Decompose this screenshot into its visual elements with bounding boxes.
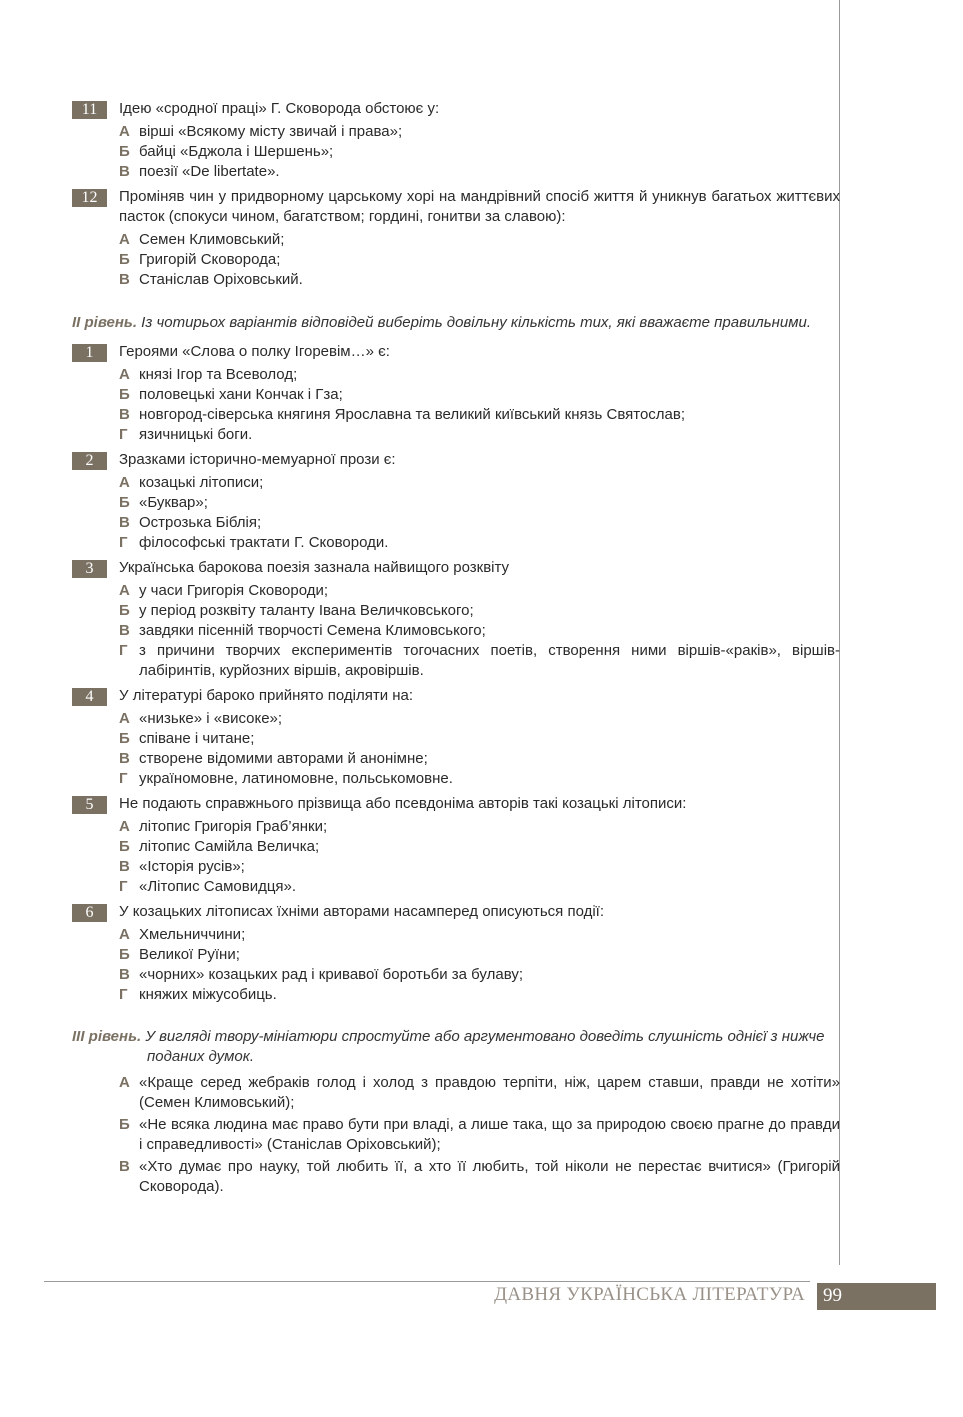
- answer-option: [119, 425, 840, 445]
- option-letter: В: [119, 966, 130, 983]
- question-block: [72, 686, 840, 789]
- answer-option: [119, 749, 840, 769]
- answer-option: [119, 965, 840, 985]
- answer-option: [119, 817, 840, 837]
- option-text: Великої Руїни;: [139, 946, 240, 963]
- question-block: [72, 99, 840, 182]
- level3-label: ІІІ рівень.: [72, 1028, 142, 1045]
- option-text: співане і читане;: [139, 730, 255, 747]
- option-text: україномовне, латиномовне, польськомовне.: [139, 770, 453, 787]
- question: [72, 187, 840, 227]
- answer-option: [119, 122, 840, 142]
- option-letter: А: [119, 926, 130, 943]
- question-text: Ідею «сродної праці» Г. Сковорода обстоює у:: [119, 100, 440, 117]
- question-block: [72, 558, 840, 681]
- option-letter: Б: [119, 1116, 130, 1133]
- option-letter: В: [119, 858, 130, 875]
- option-text: вірші «Всякому місту звичай і права»;: [139, 123, 403, 140]
- option-text: язичницькі боги.: [139, 426, 253, 443]
- option-letter: Б: [119, 143, 130, 160]
- level3-instruction: У вигляді твору-мініатюри спростуйте або аргументовано доведіть слушність однієї з нижче поданих думок.: [141, 1028, 825, 1065]
- option-letter: Б: [119, 386, 130, 403]
- option-text: Семен Климовський;: [139, 231, 285, 248]
- answer-option: [119, 985, 840, 1005]
- option-letter: Б: [119, 602, 130, 619]
- level3-option-list: [72, 1073, 840, 1197]
- question-number: 12: [72, 189, 107, 207]
- question: [72, 902, 840, 922]
- option-text: Григорій Сковорода;: [139, 251, 281, 268]
- question-number: 6: [72, 904, 107, 922]
- footer-rule: [44, 1281, 810, 1282]
- answer-option: [119, 925, 840, 945]
- question-block: [72, 794, 840, 897]
- option-letter: А: [119, 231, 130, 248]
- option-text: «Краще серед жебраків голод і холод з правдою терпіти, ніж, царем ставши, правди не хотіти» (Семен Климовський);: [139, 1074, 840, 1111]
- option-text: філософські трактати Г. Сковороди.: [139, 534, 389, 551]
- option-list: [72, 365, 840, 445]
- option-list: [72, 122, 840, 182]
- answer-option: [119, 837, 840, 857]
- option-text: Острозька Біблія;: [139, 514, 262, 531]
- question-text: У літературі бароко прийнято поділяти на:: [119, 687, 414, 704]
- option-text: новгород-сіверська княгиня Ярославна та великий київський князь Святослав;: [139, 406, 686, 423]
- level1-question-list: [72, 99, 840, 290]
- option-text: літопис Самійла Величка;: [139, 838, 320, 855]
- option-text: «Літопис Самовидця».: [139, 878, 297, 895]
- option-letter: А: [119, 1074, 130, 1091]
- question-number: 5: [72, 796, 107, 814]
- option-text: створене відомими авторами й анонімне;: [139, 750, 428, 767]
- answer-option: [119, 945, 840, 965]
- level2-question-list: [72, 342, 840, 1005]
- option-text: Хмельниччини;: [139, 926, 246, 943]
- option-letter: А: [119, 710, 130, 727]
- option-letter: А: [119, 366, 130, 383]
- option-letter: Г: [119, 642, 128, 659]
- question-number: 11: [72, 101, 107, 119]
- answer-option: [119, 250, 840, 270]
- question-block: [72, 187, 840, 290]
- answer-option: [119, 162, 840, 182]
- answer-option: [119, 769, 840, 789]
- question-text: Героями «Слова о полку Ігоревім…» є:: [119, 343, 390, 360]
- option-letter: А: [119, 582, 130, 599]
- footer-title: ДАВНЯ УКРАЇНСЬКА ЛІТЕРАТУРА: [494, 1284, 805, 1305]
- option-letter: Г: [119, 986, 128, 1003]
- page-number: 99: [823, 1285, 842, 1306]
- answer-option: [119, 142, 840, 162]
- question: [72, 558, 840, 578]
- answer-option: [119, 709, 840, 729]
- option-text: завдяки пісенній творчості Семена Климовського;: [139, 622, 486, 639]
- question-number: 1: [72, 344, 107, 362]
- option-letter: В: [119, 1158, 130, 1175]
- level2-heading: [72, 313, 840, 333]
- option-letter: Б: [119, 946, 130, 963]
- option-text: з причини творчих експериментів тогочасних поетів, створення ними віршів-«раків», віршів-лабіринтів, курйозних віршів, акровіршів.: [139, 642, 840, 679]
- level3-heading: [72, 1027, 840, 1067]
- option-text: княжих міжусобиць.: [139, 986, 277, 1003]
- question-number: 4: [72, 688, 107, 706]
- option-letter: В: [119, 406, 130, 423]
- option-letter: Б: [119, 251, 130, 268]
- question-block: [72, 342, 840, 445]
- option-letter: А: [119, 818, 130, 835]
- page-number-box: [817, 1283, 936, 1310]
- level2-instruction: Із чотирьох варіантів відповідей виберіть довільну кількість тих, які вважаєте правильними.: [137, 314, 811, 331]
- question: [72, 450, 840, 470]
- answer-option: [119, 857, 840, 877]
- question: [72, 342, 840, 362]
- answer-option: [119, 405, 840, 425]
- answer-option: [119, 1115, 840, 1155]
- question-text: Українська барокова поезія зазнала найвищого розквіту: [119, 559, 510, 576]
- option-text: байці «Бджола і Шершень»;: [139, 143, 334, 160]
- option-letter: В: [119, 750, 130, 767]
- question-text: Зразками історично-мемуарної прози є:: [119, 451, 396, 468]
- answer-option: [119, 493, 840, 513]
- question-text: У козацьких літописах їхніми авторами насамперед описуються події:: [119, 903, 605, 920]
- answer-option: [119, 513, 840, 533]
- option-letter: Г: [119, 426, 128, 443]
- option-text: «низьке» і «високе»;: [139, 710, 283, 727]
- answer-option: [119, 473, 840, 493]
- question-number: 2: [72, 452, 107, 470]
- level2-label: ІІ рівень.: [72, 314, 137, 331]
- option-list: [72, 473, 840, 553]
- option-letter: Б: [119, 838, 130, 855]
- question-number: 3: [72, 560, 107, 578]
- option-text: поезії «De libertate».: [139, 163, 280, 180]
- answer-option: [119, 1073, 840, 1113]
- option-text: князі Ігор та Всеволод;: [139, 366, 298, 383]
- option-text: «Хто думає про науку, той любить її, а хто її любить, той ніколи не перестає вчитися» (Григорій Сковорода).: [139, 1158, 840, 1195]
- option-letter: В: [119, 163, 130, 180]
- option-letter: Б: [119, 730, 130, 747]
- option-text: Станіслав Оріховський.: [139, 271, 303, 288]
- answer-option: [119, 1157, 840, 1197]
- option-letter: В: [119, 271, 130, 288]
- answer-option: [119, 877, 840, 897]
- option-text: «Історія русів»;: [139, 858, 245, 875]
- option-text: літопис Григорія Граб’янки;: [139, 818, 328, 835]
- question: [72, 99, 840, 119]
- option-list: [72, 817, 840, 897]
- option-letter: Г: [119, 770, 128, 787]
- option-text: половецькі хани Кончак і Гза;: [139, 386, 343, 403]
- option-letter: А: [119, 474, 130, 491]
- option-text: у часи Григорія Сковороди;: [139, 582, 329, 599]
- option-letter: Г: [119, 878, 128, 895]
- option-text: «Не всяка людина має право бути при владі, а лише така, що за природою своєю прагне до правди і справедливості» (Станіслав Оріховський);: [139, 1116, 840, 1153]
- answer-option: [119, 230, 840, 250]
- option-list: [72, 925, 840, 1005]
- option-text: козацькі літописи;: [139, 474, 264, 491]
- option-letter: В: [119, 622, 130, 639]
- answer-option: [119, 270, 840, 290]
- question: [72, 686, 840, 706]
- option-letter: Г: [119, 534, 128, 551]
- option-list: [72, 230, 840, 290]
- question: [72, 794, 840, 814]
- option-letter: Б: [119, 494, 130, 511]
- option-text: у період розквіту таланту Івана Величковського;: [139, 602, 474, 619]
- answer-option: [119, 621, 840, 641]
- answer-option: [119, 601, 840, 621]
- option-list: [72, 581, 840, 681]
- question-block: [72, 902, 840, 1005]
- answer-option: [119, 385, 840, 405]
- answer-option: [119, 365, 840, 385]
- option-text: «чорних» козацьких рад і кривавої боротьби за булаву;: [139, 966, 523, 983]
- page-content: [72, 99, 840, 1197]
- option-text: «Буквар»;: [139, 494, 208, 511]
- answer-option: [119, 641, 840, 681]
- question-block: [72, 450, 840, 553]
- question-text: Проміняв чин у придворному царському хорі на мандрівний спосіб життя й уникнув багатьох життєвих пасток (спокуси чином, багатством; гордині, гонитви за славою):: [119, 188, 840, 225]
- option-list: [72, 709, 840, 789]
- option-letter: В: [119, 514, 130, 531]
- answer-option: [119, 581, 840, 601]
- option-letter: А: [119, 123, 130, 140]
- answer-option: [119, 729, 840, 749]
- answer-option: [119, 533, 840, 553]
- question-text: Не подають справжнього прізвища або псевдоніма авторів такі козацькі літописи:: [119, 795, 687, 812]
